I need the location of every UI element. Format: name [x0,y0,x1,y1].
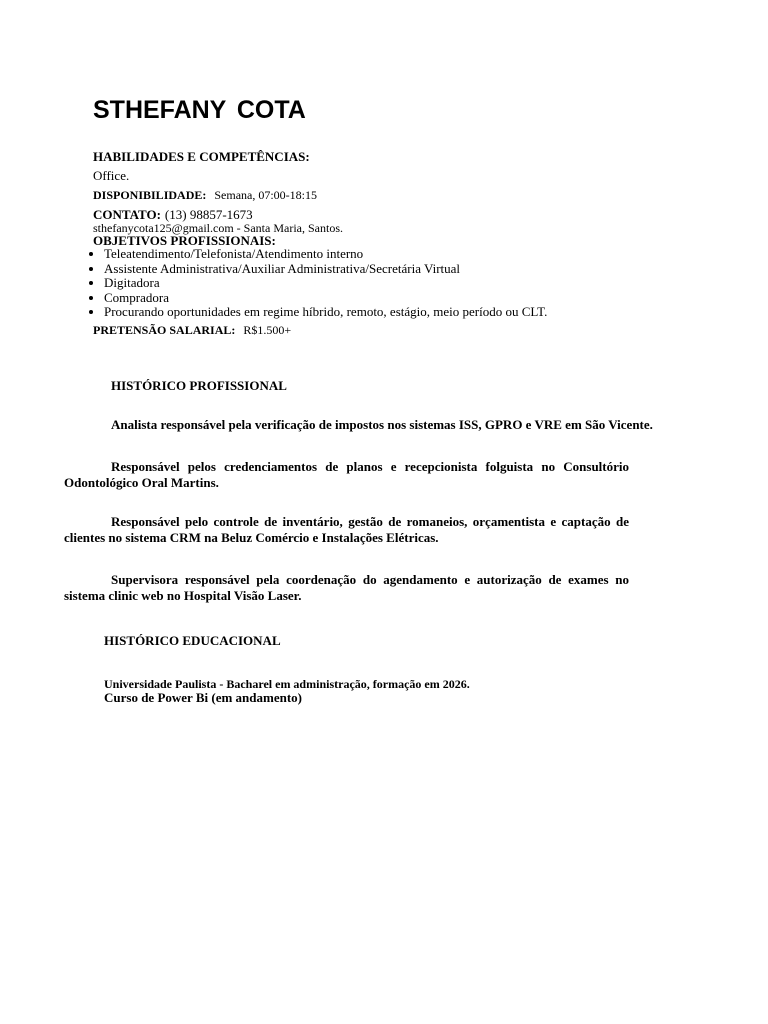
objective-item: • Teleatendimento/Telefonista/Atendimento interno [104,247,547,262]
candidate-name: STHEFANY COTA [93,96,306,124]
objective-item: • Digitadora [104,276,547,291]
objective-item: • Compradora [104,291,547,306]
objective-item: • Procurando oportunidades em regime híbrido, remoto, estágio, meio período ou CLT. [104,305,547,320]
education-item: Universidade Paulista - Bacharel em administração, formação em 2026. [104,677,470,691]
availability-value: Semana, 07:00-18:15 [214,188,318,202]
contact-phone: (13) 98857-1673 [164,207,253,222]
work-entry: Analista responsável pela verificação de impostos nos sistemas ISS, GPRO e VRE em São Vicente. [111,417,653,432]
salary-value: R$1.500+ [243,323,292,337]
skills-value: Office. [93,168,130,183]
contact-label: CONTATO: [93,207,161,222]
objective-item: • Assistente Administrativa/Auxiliar Administrativa/Secretária Virtual [104,262,547,277]
work-entry: Supervisora responsável pela coordenação do agendamento e autorização de exames no sistema clinic web no Hospital Visão Laser. [64,572,629,603]
objectives-list [60,247,547,320]
education-heading: HISTÓRICO EDUCACIONAL [104,633,281,648]
availability-label: DISPONIBILIDADE: [93,188,207,202]
objectives-heading: OBJETIVOS PROFISSIONAIS: [93,233,276,248]
work-entry: Responsável pelos credenciamentos de planos e recepcionista folguista no Consultório Odontológico Oral Martins. [64,459,629,490]
work-history-heading: HISTÓRICO PROFISSIONAL [111,378,287,393]
contact-email-line: sthefanycota125@gmail.com - Santa Maria, Santos. [93,221,343,235]
salary-line [93,321,291,339]
skills-heading: HABILIDADES E COMPETÊNCIAS: [93,149,310,164]
work-entry: Responsável pelo controle de inventário, gestão de romaneios, orçamentista e captação de clientes no sistema CRM na Beluz Comércio e Instalações Elétricas. [64,514,629,545]
salary-label: PRETENSÃO SALARIAL: [93,323,236,337]
education-item: Curso de Power Bi (em andamento) [104,690,302,705]
availability-line [93,186,317,204]
